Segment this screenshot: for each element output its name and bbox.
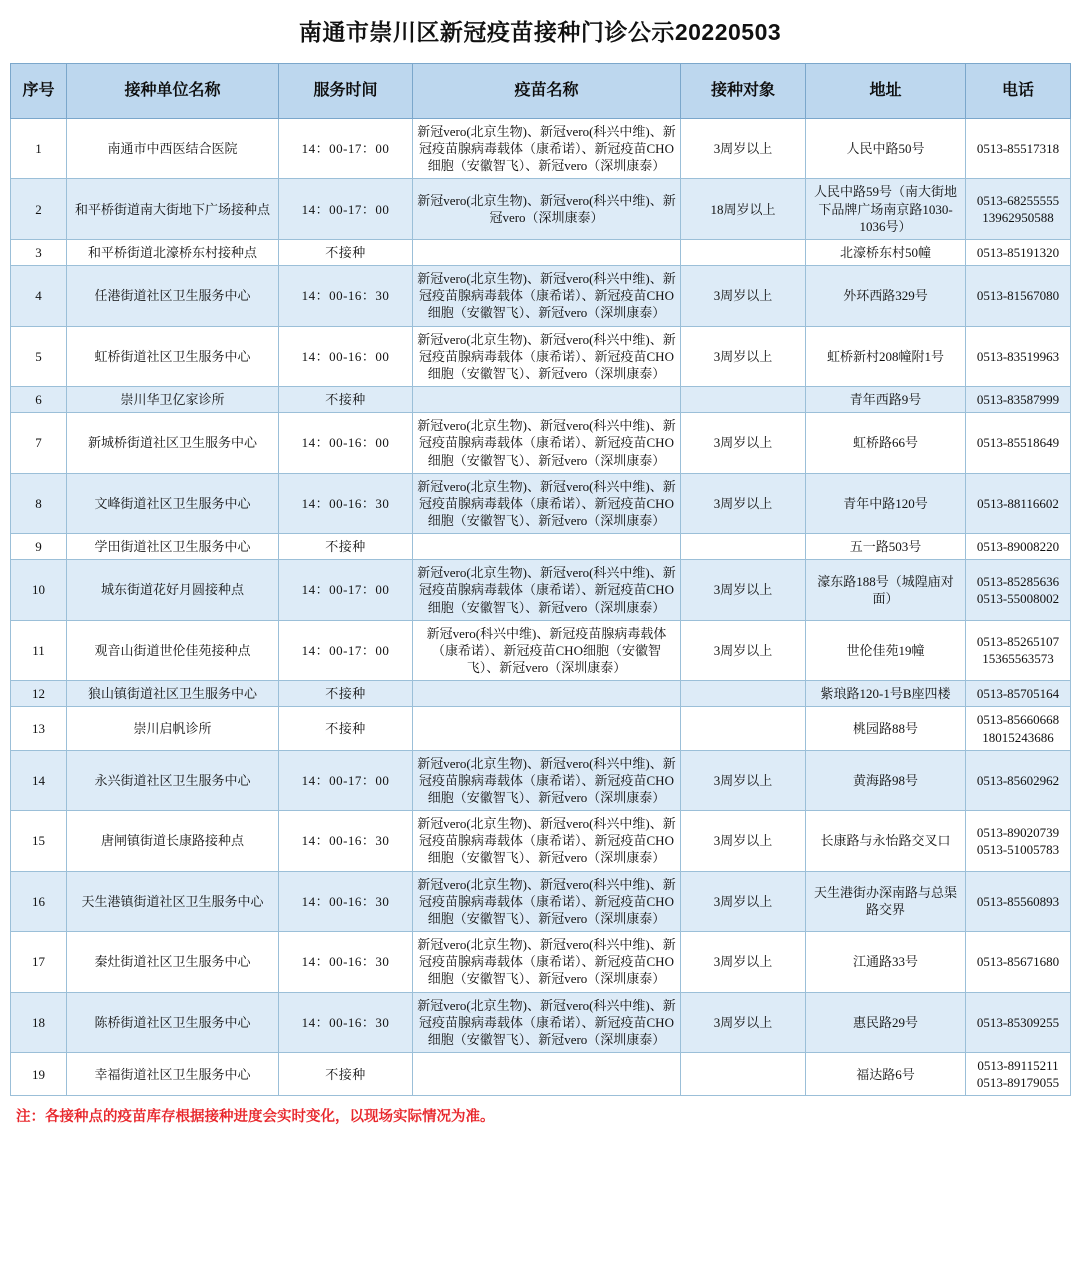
table-row xyxy=(11,681,1071,707)
cell-index: 3 xyxy=(11,239,67,265)
table-row xyxy=(11,992,1071,1052)
cell-target: 3周岁以上 xyxy=(681,750,806,810)
table-row xyxy=(11,620,1071,680)
cell-service-time: 14：00-16：30 xyxy=(279,871,413,931)
cell-index: 8 xyxy=(11,473,67,533)
cell-phone xyxy=(966,179,1071,239)
cell-address: 人民中路50号 xyxy=(806,119,966,179)
cell-unit-name: 学田街道社区卫生服务中心 xyxy=(67,534,279,560)
table-header xyxy=(11,64,1071,119)
cell-vaccine-name: 新冠vero(北京生物)、新冠vero(科兴中维)、新冠疫苗腺病毒载体（康希诺）、新冠疫苗CHO细胞（安徽智飞）、新冠vero（深圳康泰） xyxy=(413,811,681,871)
cell-service-time: 14：00-16：00 xyxy=(279,413,413,473)
cell-phone: 0513-85309255 xyxy=(966,992,1071,1052)
cell-unit-name: 幸福街道社区卫生服务中心 xyxy=(67,1053,279,1096)
cell-index: 9 xyxy=(11,534,67,560)
cell-vaccine-name: 新冠vero(北京生物)、新冠vero(科兴中维)、新冠疫苗腺病毒载体（康希诺）、新冠疫苗CHO细胞（安徽智飞）、新冠vero（深圳康泰） xyxy=(413,871,681,931)
cell-target: 18周岁以上 xyxy=(681,179,806,239)
cell-phone-line: 0513-68255555 xyxy=(976,193,1060,209)
cell-unit-name: 崇川华卫亿家诊所 xyxy=(67,387,279,413)
cell-phone: 0513-85705164 xyxy=(966,681,1071,707)
cell-service-time: 14：00-16：30 xyxy=(279,992,413,1052)
cell-vaccine-name: 新冠vero(北京生物)、新冠vero(科兴中维)、新冠疫苗腺病毒载体（康希诺）、新冠疫苗CHO细胞（安徽智飞）、新冠vero（深圳康泰） xyxy=(413,750,681,810)
cell-unit-name: 新城桥街道社区卫生服务中心 xyxy=(67,413,279,473)
cell-address: 江通路33号 xyxy=(806,932,966,992)
cell-unit-name: 和平桥街道南大街地下广场接种点 xyxy=(67,179,279,239)
column-header-index: 序号 xyxy=(11,64,67,119)
cell-target: 3周岁以上 xyxy=(681,473,806,533)
cell-address: 青年中路120号 xyxy=(806,473,966,533)
cell-phone xyxy=(966,707,1071,750)
cell-phone-line: 15365563573 xyxy=(982,651,1054,667)
table-row xyxy=(11,326,1071,386)
cell-unit-name: 唐闸镇街道长康路接种点 xyxy=(67,811,279,871)
cell-vaccine-name: 新冠vero(北京生物)、新冠vero(科兴中维)、新冠vero（深圳康泰） xyxy=(413,179,681,239)
cell-phone xyxy=(966,620,1071,680)
cell-target: 3周岁以上 xyxy=(681,811,806,871)
table-row xyxy=(11,239,1071,265)
cell-address: 虹桥路66号 xyxy=(806,413,966,473)
cell-unit-name: 永兴街道社区卫生服务中心 xyxy=(67,750,279,810)
table-row xyxy=(11,534,1071,560)
cell-target: 3周岁以上 xyxy=(681,871,806,931)
cell-vaccine-name: 新冠vero(北京生物)、新冠vero(科兴中维)、新冠疫苗腺病毒载体（康希诺）、新冠疫苗CHO细胞（安徽智飞）、新冠vero（深圳康泰） xyxy=(413,560,681,620)
cell-unit-name: 观音山街道世伦佳苑接种点 xyxy=(67,620,279,680)
cell-target: 3周岁以上 xyxy=(681,266,806,326)
cell-index: 12 xyxy=(11,681,67,707)
table-row xyxy=(11,1053,1071,1096)
cell-address: 紫琅路120-1号B座四楼 xyxy=(806,681,966,707)
cell-index: 4 xyxy=(11,266,67,326)
cell-target xyxy=(681,239,806,265)
cell-phone: 0513-85602962 xyxy=(966,750,1071,810)
cell-phone: 0513-89008220 xyxy=(966,534,1071,560)
column-header-target: 接种对象 xyxy=(681,64,806,119)
cell-phone-line: 0513-85660668 xyxy=(976,712,1060,728)
table-row xyxy=(11,750,1071,810)
cell-target xyxy=(681,534,806,560)
cell-index: 18 xyxy=(11,992,67,1052)
cell-vaccine-name: 新冠vero(北京生物)、新冠vero(科兴中维)、新冠疫苗腺病毒载体（康希诺）、新冠疫苗CHO细胞（安徽智飞）、新冠vero（深圳康泰） xyxy=(413,266,681,326)
cell-unit-name: 文峰街道社区卫生服务中心 xyxy=(67,473,279,533)
cell-target: 3周岁以上 xyxy=(681,119,806,179)
cell-unit-name: 城东街道花好月圆接种点 xyxy=(67,560,279,620)
cell-phone: 0513-85560893 xyxy=(966,871,1071,931)
cell-phone-line: 0513-51005783 xyxy=(976,841,1060,857)
cell-index: 5 xyxy=(11,326,67,386)
column-header-service-time: 服务时间 xyxy=(279,64,413,119)
table-row xyxy=(11,560,1071,620)
cell-phone-line: 18015243686 xyxy=(982,729,1054,745)
cell-index: 16 xyxy=(11,871,67,931)
cell-phone-line: 0513-89020739 xyxy=(976,824,1060,840)
cell-service-time: 不接种 xyxy=(279,681,413,707)
cell-phone: 0513-85191320 xyxy=(966,239,1071,265)
cell-service-time: 不接种 xyxy=(279,534,413,560)
cell-address: 惠民路29号 xyxy=(806,992,966,1052)
cell-unit-name: 狼山镇街道社区卫生服务中心 xyxy=(67,681,279,707)
cell-index: 17 xyxy=(11,932,67,992)
cell-target: 3周岁以上 xyxy=(681,326,806,386)
cell-vaccine-name xyxy=(413,239,681,265)
cell-index: 1 xyxy=(11,119,67,179)
cell-unit-name: 陈桥街道社区卫生服务中心 xyxy=(67,992,279,1052)
cell-target: 3周岁以上 xyxy=(681,413,806,473)
cell-vaccine-name xyxy=(413,387,681,413)
cell-vaccine-name xyxy=(413,681,681,707)
cell-phone-line: 0513-85265107 xyxy=(976,634,1060,650)
cell-target: 3周岁以上 xyxy=(681,932,806,992)
cell-vaccine-name: 新冠vero(北京生物)、新冠vero(科兴中维)、新冠疫苗腺病毒载体（康希诺）、新冠疫苗CHO细胞（安徽智飞）、新冠vero（深圳康泰） xyxy=(413,413,681,473)
cell-address: 天生港街办深南路与总渠路交界 xyxy=(806,871,966,931)
cell-service-time: 不接种 xyxy=(279,387,413,413)
cell-phone: 0513-83519963 xyxy=(966,326,1071,386)
cell-service-time: 14：00-16：30 xyxy=(279,266,413,326)
cell-unit-name: 和平桥街道北濠桥东村接种点 xyxy=(67,239,279,265)
cell-target xyxy=(681,1053,806,1096)
cell-vaccine-name: 新冠vero(北京生物)、新冠vero(科兴中维)、新冠疫苗腺病毒载体（康希诺）、新冠疫苗CHO细胞（安徽智飞）、新冠vero（深圳康泰） xyxy=(413,326,681,386)
cell-unit-name: 秦灶街道社区卫生服务中心 xyxy=(67,932,279,992)
cell-phone-line: 0513-89115211 xyxy=(977,1058,1059,1074)
cell-vaccine-name: 新冠vero(北京生物)、新冠vero(科兴中维)、新冠疫苗腺病毒载体（康希诺）、新冠疫苗CHO细胞（安徽智飞）、新冠vero（深圳康泰） xyxy=(413,992,681,1052)
cell-unit-name: 南通市中西医结合医院 xyxy=(67,119,279,179)
cell-unit-name: 任港街道社区卫生服务中心 xyxy=(67,266,279,326)
cell-target xyxy=(681,707,806,750)
table-row xyxy=(11,473,1071,533)
cell-address: 桃园路88号 xyxy=(806,707,966,750)
cell-address: 外环西路329号 xyxy=(806,266,966,326)
cell-address: 黄海路98号 xyxy=(806,750,966,810)
cell-address: 五一路503号 xyxy=(806,534,966,560)
table-row xyxy=(11,707,1071,750)
cell-phone xyxy=(966,1053,1071,1096)
table-row xyxy=(11,119,1071,179)
cell-unit-name: 天生港镇街道社区卫生服务中心 xyxy=(67,871,279,931)
vaccination-clinics-table xyxy=(10,63,1071,1096)
cell-service-time: 14：00-16：00 xyxy=(279,326,413,386)
table-row xyxy=(11,179,1071,239)
footer-note: 注：各接种点的疫苗库存根据接种进度会实时变化，以现场实际情况为准。 xyxy=(16,1109,495,1126)
cell-phone: 0513-85518649 xyxy=(966,413,1071,473)
table-row xyxy=(11,871,1071,931)
cell-address: 青年西路9号 xyxy=(806,387,966,413)
cell-service-time: 14：00-16：30 xyxy=(279,811,413,871)
cell-vaccine-name: 新冠vero(北京生物)、新冠vero(科兴中维)、新冠疫苗腺病毒载体（康希诺）、新冠疫苗CHO细胞（安徽智飞）、新冠vero（深圳康泰） xyxy=(413,932,681,992)
cell-vaccine-name xyxy=(413,1053,681,1096)
table-body xyxy=(11,119,1071,1096)
cell-service-time: 14：00-16：30 xyxy=(279,473,413,533)
cell-phone-line: 0513-85285636 xyxy=(976,573,1060,589)
table-row xyxy=(11,932,1071,992)
cell-phone-line: 0513-89179055 xyxy=(976,1075,1060,1091)
column-header-vaccine-name: 疫苗名称 xyxy=(413,64,681,119)
cell-target: 3周岁以上 xyxy=(681,560,806,620)
cell-index: 2 xyxy=(11,179,67,239)
cell-address: 虹桥新村208幢附1号 xyxy=(806,326,966,386)
cell-phone: 0513-83587999 xyxy=(966,387,1071,413)
column-header-unit: 接种单位名称 xyxy=(67,64,279,119)
cell-target: 3周岁以上 xyxy=(681,620,806,680)
cell-target xyxy=(681,681,806,707)
cell-phone xyxy=(966,811,1071,871)
cell-service-time: 14：00-16：30 xyxy=(279,932,413,992)
cell-address: 福达路6号 xyxy=(806,1053,966,1096)
cell-address: 北濠桥东村50幢 xyxy=(806,239,966,265)
cell-index: 14 xyxy=(11,750,67,810)
cell-service-time: 不接种 xyxy=(279,707,413,750)
page-title: 南通市崇川区新冠疫苗接种门诊公示20220503 xyxy=(298,19,782,45)
cell-vaccine-name: 新冠vero(科兴中维)、新冠疫苗腺病毒载体（康希诺）、新冠疫苗CHO细胞（安徽智飞）、新冠vero（深圳康泰） xyxy=(413,620,681,680)
cell-vaccine-name: 新冠vero(北京生物)、新冠vero(科兴中维)、新冠疫苗腺病毒载体（康希诺）、新冠疫苗CHO细胞（安徽智飞）、新冠vero（深圳康泰） xyxy=(413,119,681,179)
cell-phone: 0513-85671680 xyxy=(966,932,1071,992)
column-header-phone: 电话 xyxy=(966,64,1071,119)
cell-vaccine-name xyxy=(413,707,681,750)
cell-service-time: 14：00-17：00 xyxy=(279,620,413,680)
cell-phone: 0513-88116602 xyxy=(966,473,1071,533)
cell-target xyxy=(681,387,806,413)
cell-unit-name: 虹桥街道社区卫生服务中心 xyxy=(67,326,279,386)
cell-phone-line: 13962950588 xyxy=(982,210,1054,226)
cell-index: 13 xyxy=(11,707,67,750)
table-row xyxy=(11,811,1071,871)
table-row xyxy=(11,266,1071,326)
cell-service-time: 14：00-17：00 xyxy=(279,119,413,179)
cell-phone xyxy=(966,560,1071,620)
table-header-row xyxy=(11,64,1071,119)
table-row xyxy=(11,387,1071,413)
cell-index: 11 xyxy=(11,620,67,680)
cell-service-time: 不接种 xyxy=(279,239,413,265)
cell-phone: 0513-85517318 xyxy=(966,119,1071,179)
column-header-address: 地址 xyxy=(806,64,966,119)
cell-address: 长康路与永怡路交叉口 xyxy=(806,811,966,871)
cell-service-time: 14：00-17：00 xyxy=(279,560,413,620)
cell-address: 人民中路59号（南大街地下品牌广场南京路1030-1036号） xyxy=(806,179,966,239)
table-row xyxy=(11,413,1071,473)
cell-service-time: 14：00-17：00 xyxy=(279,750,413,810)
cell-index: 7 xyxy=(11,413,67,473)
cell-unit-name: 崇川启帆诊所 xyxy=(67,707,279,750)
cell-index: 15 xyxy=(11,811,67,871)
cell-index: 6 xyxy=(11,387,67,413)
cell-service-time: 不接种 xyxy=(279,1053,413,1096)
cell-target: 3周岁以上 xyxy=(681,992,806,1052)
cell-phone: 0513-81567080 xyxy=(966,266,1071,326)
cell-address: 濠东路188号（城隍庙对面） xyxy=(806,560,966,620)
cell-address: 世伦佳苑19幢 xyxy=(806,620,966,680)
cell-service-time: 14：00-17：00 xyxy=(279,179,413,239)
cell-index: 19 xyxy=(11,1053,67,1096)
cell-index: 10 xyxy=(11,560,67,620)
cell-vaccine-name: 新冠vero(北京生物)、新冠vero(科兴中维)、新冠疫苗腺病毒载体（康希诺）、新冠疫苗CHO细胞（安徽智飞）、新冠vero（深圳康泰） xyxy=(413,473,681,533)
cell-vaccine-name xyxy=(413,534,681,560)
cell-phone-line: 0513-55008002 xyxy=(976,591,1060,607)
